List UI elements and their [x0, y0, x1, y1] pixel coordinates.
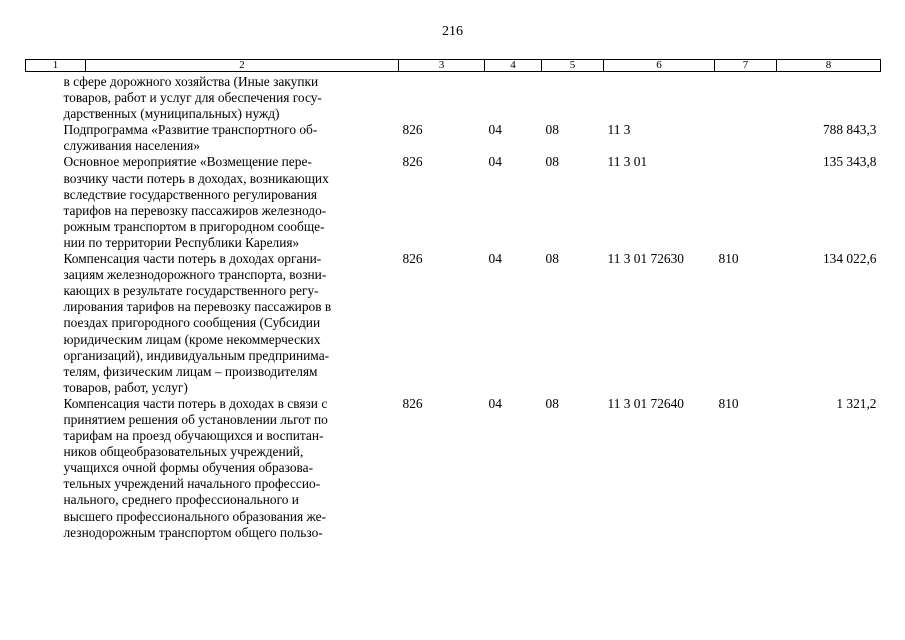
- admin-code: [399, 72, 485, 123]
- name-line: высшего профессионального образования же-: [63, 508, 327, 524]
- name-line: Основное мероприятие «Возмещение пере-: [63, 154, 312, 170]
- expense-type: [715, 72, 777, 123]
- name-line: нии по территории Республики Карелия»: [63, 234, 300, 250]
- name-line: телям, физическим лицам – производителям: [63, 363, 318, 379]
- page-number: 216: [442, 24, 463, 39]
- section-code: 04: [488, 395, 502, 411]
- table-row: [26, 72, 881, 123]
- name-line: рожным транспортом в пригородном сообще-: [63, 218, 325, 234]
- name-line: принятием решения об установлении льгот по: [63, 411, 328, 427]
- column-header-5: 5: [542, 60, 604, 72]
- admin-code: 826: [402, 154, 423, 170]
- row-name: [26, 251, 399, 396]
- name-line: ников общеобразовательных учреждений,: [63, 444, 304, 460]
- column-header-8: 8: [777, 60, 881, 72]
- admin-code: 826: [402, 251, 423, 267]
- name-line: нального, среднего профессионального и: [63, 492, 299, 508]
- name-line: возчику части потерь в доходах, возникающих: [63, 170, 329, 186]
- table-row: [26, 251, 881, 396]
- column-header-1: 1: [26, 60, 86, 72]
- name-line: кающих в результате государственного регу-: [63, 283, 319, 299]
- row-name: [26, 396, 399, 541]
- name-line: поездах пригородного сообщения (Субсидии: [63, 315, 321, 331]
- name-line: лезнодорожным транспортом общего пользо-: [63, 524, 323, 540]
- name-line: Компенсация части потерь в доходах органи-: [63, 251, 322, 267]
- section-code: 04: [488, 154, 502, 170]
- expense-type: 810: [718, 395, 739, 411]
- table-row: [26, 154, 881, 251]
- column-header-7: 7: [715, 60, 777, 72]
- name-line: дарственных (муниципальных) нужд): [63, 106, 280, 122]
- name-line: тельных учреждений начального профессио-: [63, 476, 321, 492]
- name-line: товаров, работ и услуг для обеспечения госу-: [63, 90, 322, 106]
- name-line: организаций), индивидуальным предпринима-: [63, 347, 330, 363]
- amount: 1 321,2: [836, 395, 877, 411]
- table-row: [26, 122, 881, 154]
- name-line: тарифам на проезд обучающихся и воспитан-: [63, 428, 324, 444]
- amount: 135 343,8: [822, 154, 877, 170]
- subsection-code: 08: [545, 122, 559, 138]
- subsection-code: 08: [545, 395, 559, 411]
- amount: 134 022,6: [822, 251, 877, 267]
- row-name: [26, 154, 399, 251]
- name-line: лирования тарифов на перевозку пассажиров в: [63, 299, 332, 315]
- name-line: служивания населения»: [63, 138, 200, 154]
- section-code: 04: [488, 122, 502, 138]
- column-header-3: 3: [399, 60, 485, 72]
- table-row: [26, 396, 881, 541]
- amount: 788 843,3: [822, 122, 877, 138]
- name-line: зациям железнодорожного транспорта, возни-: [63, 267, 327, 283]
- subsection-code: 08: [545, 251, 559, 267]
- name-line: товаров, работ, услуг): [63, 379, 188, 395]
- section-code: 04: [488, 251, 502, 267]
- target-article: 11 3 01 72640: [607, 395, 684, 411]
- expense-type: [715, 122, 777, 154]
- column-number-row: [26, 60, 881, 72]
- name-line: Компенсация части потерь в доходах в связи с: [63, 395, 328, 411]
- column-header-2: 2: [86, 60, 399, 72]
- name-line: тарифов на перевозку пассажиров железнодо-: [63, 202, 327, 218]
- target-article: [604, 72, 715, 123]
- expense-type: 810: [718, 251, 739, 267]
- column-header-4: 4: [485, 60, 542, 72]
- row-name: [26, 72, 399, 123]
- admin-code: 826: [402, 122, 423, 138]
- admin-code: 826: [402, 395, 423, 411]
- name-line: юридическим лицам (кроме некоммерческих: [63, 331, 321, 347]
- name-line: в сфере дорожного хозяйства (Иные закупки: [63, 74, 319, 89]
- name-line: Подпрограмма «Развитие транспортного об-: [63, 122, 318, 138]
- subsection-code: 08: [545, 154, 559, 170]
- expense-type: [715, 154, 777, 251]
- budget-table: [25, 59, 881, 541]
- section-code: [485, 72, 542, 123]
- name-line: вследствие государственного регулирования: [63, 186, 318, 202]
- target-article: 11 3 01: [607, 154, 648, 170]
- column-header-6: 6: [604, 60, 715, 72]
- target-article: 11 3 01 72630: [607, 251, 684, 267]
- target-article: 11 3: [607, 122, 631, 138]
- name-line: учащихся очной формы обучения образова-: [63, 460, 314, 476]
- row-name: [26, 122, 399, 154]
- subsection-code: [542, 72, 604, 123]
- amount: [777, 72, 881, 123]
